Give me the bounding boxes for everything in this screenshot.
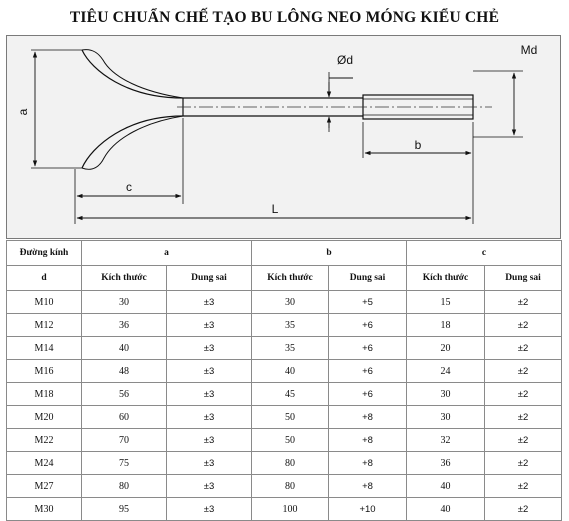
cell-b-tol: +6 <box>329 314 407 337</box>
cell-b: 80 <box>252 475 329 498</box>
cell-d: M10 <box>7 291 82 314</box>
cell-b-tol: +10 <box>329 498 407 521</box>
cell-a-tol: ±3 <box>167 337 252 360</box>
cell-a: 40 <box>82 337 167 360</box>
cell-c-tol: ±2 <box>485 452 562 475</box>
cell-a: 60 <box>82 406 167 429</box>
cell-d: M30 <box>7 498 82 521</box>
cell-b: 35 <box>252 337 329 360</box>
spec-table <box>6 240 562 521</box>
cell-b-tol: +6 <box>329 360 407 383</box>
cell-b-tol: +8 <box>329 452 407 475</box>
header-c: c <box>407 241 562 266</box>
cell-c: 40 <box>407 475 485 498</box>
table-row <box>7 498 562 521</box>
cell-c: 36 <box>407 452 485 475</box>
cell-b-tol: +8 <box>329 475 407 498</box>
bolt-drawing <box>6 35 561 239</box>
dim-label-c: c <box>126 180 132 194</box>
cell-d: M18 <box>7 383 82 406</box>
cell-a: 80 <box>82 475 167 498</box>
cell-c-tol: ±2 <box>485 383 562 406</box>
cell-d: M12 <box>7 314 82 337</box>
cell-a: 48 <box>82 360 167 383</box>
table-row <box>7 291 562 314</box>
cell-c-tol: ±2 <box>485 475 562 498</box>
cell-b: 45 <box>252 383 329 406</box>
cell-a: 56 <box>82 383 167 406</box>
table-row <box>7 429 562 452</box>
cell-a-tol: ±3 <box>167 406 252 429</box>
cell-c: 32 <box>407 429 485 452</box>
cell-a: 75 <box>82 452 167 475</box>
cell-c: 24 <box>407 360 485 383</box>
cell-c-tol: ±2 <box>485 498 562 521</box>
cell-c-tol: ±2 <box>485 337 562 360</box>
bolt-drawing-svg <box>7 36 562 240</box>
cell-b-tol: +6 <box>329 337 407 360</box>
header-b-tolerance: Dung sai <box>329 266 407 291</box>
cell-c: 18 <box>407 314 485 337</box>
table-row <box>7 383 562 406</box>
cell-a: 95 <box>82 498 167 521</box>
cell-b-tol: +5 <box>329 291 407 314</box>
cell-d: M14 <box>7 337 82 360</box>
cell-a-tol: ±3 <box>167 498 252 521</box>
cell-c: 30 <box>407 406 485 429</box>
table-row <box>7 360 562 383</box>
table-row <box>7 452 562 475</box>
header-a-size: Kích thước <box>82 266 167 291</box>
bolt-head <box>82 50 183 170</box>
cell-b-tol: +8 <box>329 406 407 429</box>
cell-c-tol: ±2 <box>485 314 562 337</box>
dim-label-md: Md <box>520 43 538 57</box>
header-c-tolerance: Dung sai <box>485 266 562 291</box>
table-row <box>7 406 562 429</box>
cell-c: 40 <box>407 498 485 521</box>
table-row <box>7 337 562 360</box>
group-header-row <box>7 241 562 266</box>
header-d: d <box>7 266 82 291</box>
cell-a-tol: ±3 <box>167 360 252 383</box>
header-c-size: Kích thước <box>407 266 485 291</box>
dim-label-L: L <box>271 202 279 216</box>
cell-c-tol: ±2 <box>485 360 562 383</box>
dim-label-a: a <box>16 108 30 116</box>
table-row <box>7 475 562 498</box>
cell-a-tol: ±3 <box>167 452 252 475</box>
cell-a: 30 <box>82 291 167 314</box>
table-row <box>7 314 562 337</box>
cell-d: M16 <box>7 360 82 383</box>
cell-b: 40 <box>252 360 329 383</box>
cell-a: 36 <box>82 314 167 337</box>
cell-c: 15 <box>407 291 485 314</box>
cell-b: 80 <box>252 452 329 475</box>
cell-d: M27 <box>7 475 82 498</box>
cell-c-tol: ±2 <box>485 291 562 314</box>
header-diameter: Đường kính <box>7 241 82 266</box>
cell-a-tol: ±3 <box>167 429 252 452</box>
cell-a-tol: ±3 <box>167 383 252 406</box>
cell-c-tol: ±2 <box>485 429 562 452</box>
header-a-tolerance: Dung sai <box>167 266 252 291</box>
sub-header-row <box>7 266 562 291</box>
cell-a-tol: ±3 <box>167 475 252 498</box>
cell-a: 70 <box>82 429 167 452</box>
cell-d: M20 <box>7 406 82 429</box>
page-title: TIÊU CHUẨN CHẾ TẠO BU LÔNG NEO MÓNG KIỂU CHẺ <box>69 9 500 26</box>
cell-d: M24 <box>7 452 82 475</box>
cell-a-tol: ±3 <box>167 314 252 337</box>
cell-b-tol: +8 <box>329 429 407 452</box>
cell-b: 30 <box>252 291 329 314</box>
cell-b-tol: +6 <box>329 383 407 406</box>
cell-a-tol: ±3 <box>167 291 252 314</box>
cell-c: 20 <box>407 337 485 360</box>
header-a: a <box>82 241 252 266</box>
header-b-size: Kích thước <box>252 266 329 291</box>
cell-d: M22 <box>7 429 82 452</box>
dim-label-b: b <box>414 138 422 152</box>
cell-b: 100 <box>252 498 329 521</box>
header-b: b <box>252 241 407 266</box>
cell-b: 50 <box>252 406 329 429</box>
dim-label-od: Ød <box>336 53 354 67</box>
cell-b: 50 <box>252 429 329 452</box>
cell-c-tol: ±2 <box>485 406 562 429</box>
cell-c: 30 <box>407 383 485 406</box>
cell-b: 35 <box>252 314 329 337</box>
